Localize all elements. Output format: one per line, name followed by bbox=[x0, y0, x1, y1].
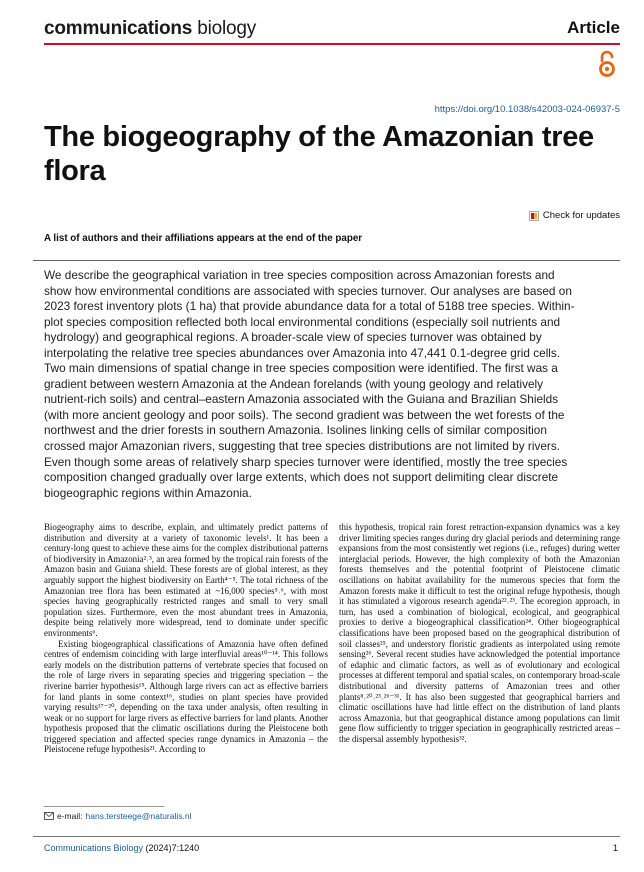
body-column-left bbox=[44, 522, 328, 755]
mail-icon bbox=[44, 812, 54, 820]
check-for-updates-button[interactable] bbox=[529, 210, 620, 221]
article-type-label: Article bbox=[567, 18, 620, 37]
open-access-lock-icon[interactable] bbox=[596, 50, 618, 78]
journal-brand-light: biology bbox=[197, 18, 257, 39]
email-label: e-mail: bbox=[57, 811, 83, 821]
journal-logo[interactable] bbox=[44, 18, 256, 40]
journal-citation bbox=[44, 843, 199, 853]
body-column-right bbox=[339, 522, 620, 744]
header-divider bbox=[44, 43, 620, 45]
corresponding-email bbox=[44, 811, 191, 821]
body-paragraph: this hypothesis, tropical rain forest retraction-expansion dynamics was a key driver limiting species ranges during dry glacial periods and determining range expansions from the most consistently wet regions (i.e., refuges) during wetter interglacial periods. However, the high complexity of both the Amazonian forests themselves and the potential footprint of Pleistocene climatic oscillations on habitat availability for the numerous species that form the Amazon forests make it difficult to test the original refuge hypothesis, though it has stimulated a vigorous research agenda²²˒²³. The ecoregion approach, in turn, has used a combination of biological, ecological, and geographical proxies to derive a biogeographical classification²⁴. Other biogeographical classifications have been proposed based on the geographical distribution of soil classes²⁵, and understory floristic gradients as interpolated using remote sensing²⁶. Several recent studies have acknowledged the potential importance of edaphic and climatic factors, as well as of evolutionary and ecological processes at different temporal and spatial scales, on contemporary broad-scale distributional and diversity patterns of Amazonian trees and other plants⁸˒²⁰˒²³˒²⁶⁻³¹. It has also been suggested that geographical barriers and climatic oscillations have had little effect on the distribution of land plants across Amazonia, but that geographical distance among populations can limit gene flow sufficiently to trigger speciation in geographically restricted areas – the dispersal assembly hypothesis³². bbox=[339, 522, 620, 744]
abstract-text: We describe the geographical variation in tree species composition across Amazonian forests and show how environmental conditions are associated with species turnover. Our analyses are based on 2023 forest inventory plots (1 ha) that provide abundance data for a total of 5188 tree species. Within-plot species composition reflected both local environmental conditions (especially soil nutrients and hydrology) and geographical regions. A broader-scale view of species turnover was obtained by interpolating the relative tree species abundances over Amazonia into 47,441 0.1-degree grid cells. Two main dimensions of spatial change in tree species composition were identified. The first was a gradient between western Amazonia at the Andean forelands (with young geology and relatively nutrient-rich soils) and central–eastern Amazonia associated with the Guiana and Brazilian Shields (with more ancient geology and poor soils). The second gradient was between the wet forests of the northwest and the drier forests in southern Amazonia. Isolines linking cells of similar composition crossed major Amazonian rivers, suggesting that tree species distributions are not limited by rivers. Even though some areas of relatively sharp species turnover were identified, mostly the tree species composition changed gradually over large extents, which does not support delimiting clear discrete biogeographic regions within Amazonia. bbox=[44, 268, 575, 500]
footnote-divider bbox=[44, 806, 164, 807]
journal-brand-bold: communications bbox=[44, 18, 193, 39]
body-paragraph: Biogeography aims to describe, explain, and ultimately predict patterns of distribution and diversity at a variety of taxonomic levels¹. It has been a century-long quest to achieve these aims for the complex distributional patterns of biodiversity in Amazonia²˒³, an area formed by the tropical rain forests of the Amazon basin and Guiana shield. These forests are of global interest, as they arguably support the highest biodiversity on Earth⁴⁻⁵. The total richness of the Amazonian tree flora has been estimated at ~16,000 species⁵˒⁶, with most species having geographically restricted ranges and small to very small population sizes. Furthermore, even the most abundant trees in Amazonia, despite being relatively more widespread, tend to dominate under specific environments⁶. bbox=[44, 522, 328, 638]
check-updates-icon bbox=[529, 211, 539, 221]
affiliation-note: A list of authors and their affiliations appears at the end of the paper bbox=[44, 233, 363, 244]
page-number: 1 bbox=[612, 843, 618, 853]
check-updates-label: Check for updates bbox=[542, 210, 620, 221]
article-title: The biogeography of the Amazonian tree flora bbox=[44, 121, 594, 187]
doi-link[interactable]: https://doi.org/10.1038/s42003-024-06937-5 bbox=[434, 104, 620, 115]
email-address-link[interactable]: hans.tersteege@naturalis.nl bbox=[85, 811, 192, 821]
abstract-divider bbox=[33, 260, 620, 261]
journal-name-link[interactable]: Communications Biology bbox=[44, 843, 144, 853]
body-paragraph: Existing biogeographical classifications of Amazonia have often defined centres of endemism coinciding with large interfluvial areas¹⁰⁻¹⁴. This follows early models on the distribution patterns of vertebrate species that focused on the role of large rivers in separating species and triggering speciation – the riverine barrier hypothesis¹⁵. Although large rivers can act as effective barriers for land plants in some context¹⁶, studies on plant species have provided varying results¹⁷⁻²⁰, depending on the taxa under analysis, often resulting in weak or no support for large rivers as effective barriers for land plants. Another hypothesis proposed that the climatic oscillations during the Pleistocene both triggered speciation and affected species range dynamics in Amazonia – the Pleistocene refuge hypothesis²¹. According to bbox=[44, 638, 328, 755]
volume-info: (2024)7:1240 bbox=[143, 843, 200, 853]
footer-divider bbox=[33, 836, 620, 837]
